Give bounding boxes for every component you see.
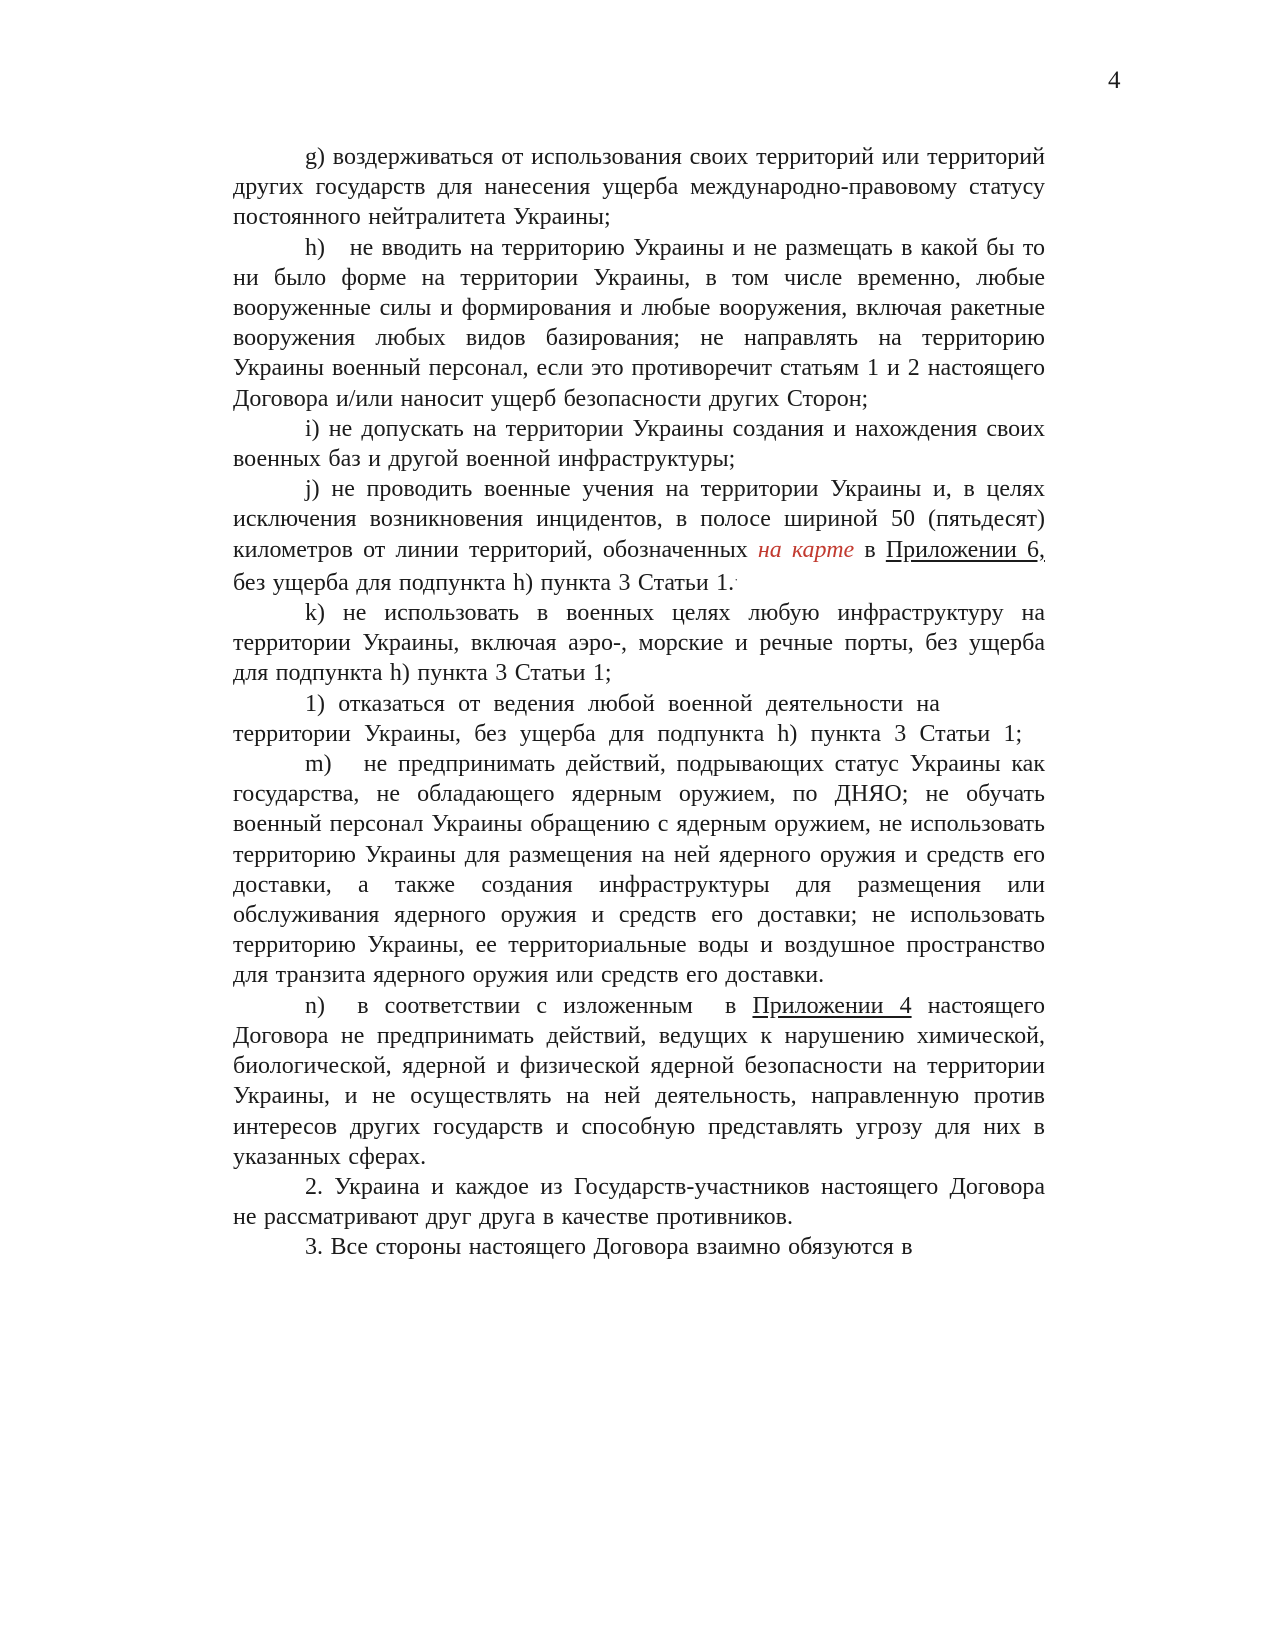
paragraph-i [233, 414, 1045, 474]
paragraph-l-text: 1) отказаться от ведения любой военной деятельности на территории Украины, без ущерба для подпункта h) пункта 3 Статьи 1; [233, 690, 1023, 747]
paragraph-h [233, 233, 1045, 414]
paragraph-n-text: n) в соответствии с изложенным в [305, 992, 753, 1019]
paragraph-k-text: k) не использовать в военных целях любую инфраструктуру на территории Украины, включая аэро-, морские и речные порты, без ущерба для подпункта h) пункта 3 Статьи 1; [233, 600, 1045, 687]
paragraph-n [233, 991, 1045, 1172]
annex-6-reference: Приложении 6, [885, 536, 1045, 563]
paragraph-g-text: g) воздерживаться от использования своих территорий или территорий других государств для нанесения ущерба международно-правовому статусу постоянного нейтралитета Украины; [233, 144, 1045, 231]
paragraph-g [233, 142, 1045, 233]
map-reference-red-text: на карте [757, 536, 855, 563]
paragraph-point-3 [233, 1232, 1045, 1262]
paragraph-n-text: настоящего Договора не предпринимать действий, ведущих к нарушению химической, биологической, ядерной и физической ядерной безопасности на территории Украины, и не осуществлять на ней деятельность, направленную против интересов других государств и способную представлять угрозу для них в указанных сферах. [233, 992, 1045, 1170]
paragraph-m-text: m) не предпринимать действий, подрывающих статус Украины как государства, не обладающего ядерным оружием, по ДНЯО; не обучать военный персонал Украины обращению с ядерным оружием, не использовать территорию Украины для размещения на ней ядерного оружия и средств его доставки, а также создания инфраструктуры для размещения или обслуживания ядерного оружия и средств его доставки; не использовать территорию Украины, ее территориальные воды и воздушное пространство для транзита ядерного оружия или средств его доставки. [233, 751, 1045, 989]
paragraph-h-text: h) не вводить на территорию Украины и не размещать в какой бы то ни было форме на территории Украины, в том числе временно, любые вооруженные силы и формирования и любые вооружения, включая ракетные вооружения любых видов базирования; не направлять на территорию Украины военный персонал, если это противоречит статьям 1 и 2 настоящего Договора и/или наносит ущерб безопасности других Сторон; [233, 234, 1045, 412]
annex-4-reference: Приложении 4 [752, 992, 912, 1019]
paragraph-m [233, 749, 1045, 991]
scan-artifact-dot: · [734, 571, 739, 587]
paragraph-i-text: i) не допускать на территории Украины создания и нахождения своих военных баз и другой военной инфраструктуры; [233, 415, 1045, 473]
paragraph-point-2-text: 2. Украина и каждое из Государств-участников настоящего Договора не рассматривают друг друга в качестве противников. [233, 1173, 1045, 1231]
paragraph-j [233, 474, 1045, 598]
body-text [233, 142, 1045, 1263]
paragraph-point-2 [233, 1172, 1045, 1232]
page-number: 4 [1108, 67, 1121, 94]
paragraph-k [233, 598, 1045, 689]
paragraph-j-text: в [854, 536, 886, 563]
paragraph-j-text: без ущерба для подпункта h) пункта 3 Статьи 1. [233, 569, 735, 596]
paragraph-point-3-text: 3. Все стороны настоящего Договора взаимно обязуются в [305, 1234, 913, 1261]
paragraph-j-text: j) не проводить военные учения на территории Украины и, в целях исключения возникновения инцидентов, в полосе шириной 50 (пятьдесят) километров от линии территорий, обозначенных [233, 476, 1045, 563]
paragraph-l [233, 689, 1045, 749]
